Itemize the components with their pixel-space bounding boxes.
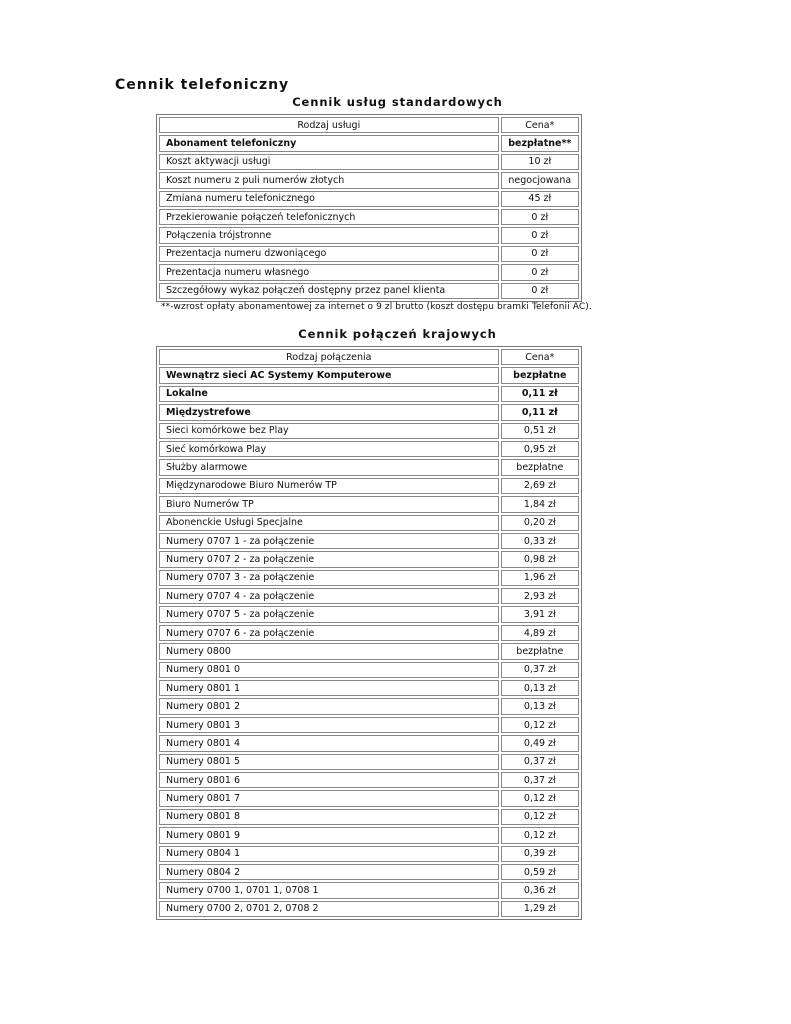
row-label: Zmiana numeru telefonicznego	[159, 191, 499, 207]
row-label: Numery 0804 2	[159, 864, 499, 880]
row-price: negocjowana	[501, 172, 579, 188]
table-row	[159, 515, 579, 531]
row-price: bezpłatne	[501, 459, 579, 475]
row-price: 0,11 zł	[501, 404, 579, 420]
row-price: 0 zł	[501, 246, 579, 262]
standard-services-title: Cennik usług standardowych	[292, 95, 503, 109]
row-price: 10 zł	[501, 154, 579, 170]
row-label: Prezentacja numeru własnego	[159, 264, 499, 280]
row-label: Numery 0801 8	[159, 809, 499, 825]
table-row	[159, 588, 579, 604]
table-row	[159, 191, 579, 207]
table-row	[159, 570, 579, 586]
table-row	[159, 625, 579, 641]
standard-services-table	[156, 114, 582, 302]
row-label: Wewnątrz sieci AC Systemy Komputerowe	[159, 367, 499, 383]
table-row	[159, 827, 579, 843]
row-label: Numery 0700 1, 0701 1, 0708 1	[159, 882, 499, 898]
row-price: 4,89 zł	[501, 625, 579, 641]
row-label: Abonament telefoniczny	[159, 135, 499, 151]
table-row	[159, 809, 579, 825]
table-header-row	[159, 349, 579, 365]
row-label: Numery 0800	[159, 643, 499, 659]
table-row	[159, 154, 579, 170]
row-price: bezpłatne	[501, 643, 579, 659]
row-price: 0 zł	[501, 264, 579, 280]
row-label: Służby alarmowe	[159, 459, 499, 475]
row-price: 0,36 zł	[501, 882, 579, 898]
table-row	[159, 386, 579, 402]
service-type-header: Rodzaj usługi	[159, 117, 499, 133]
table-row	[159, 901, 579, 917]
row-price: 0,12 zł	[501, 790, 579, 806]
table-row	[159, 441, 579, 457]
table-row	[159, 367, 579, 383]
table-row	[159, 717, 579, 733]
row-price: 0,13 zł	[501, 680, 579, 696]
table-row	[159, 735, 579, 751]
table-row	[159, 172, 579, 188]
table-header-row	[159, 117, 579, 133]
row-price: 2,93 zł	[501, 588, 579, 604]
table-row	[159, 496, 579, 512]
row-price: bezpłatne	[501, 367, 579, 383]
row-label: Numery 0801 0	[159, 662, 499, 678]
price-header: Cena*	[501, 117, 579, 133]
table-row	[159, 551, 579, 567]
row-price: 0,12 zł	[501, 717, 579, 733]
table-row	[159, 404, 579, 420]
row-price: 0,49 zł	[501, 735, 579, 751]
row-label: Numery 0801 5	[159, 754, 499, 770]
row-price: 45 zł	[501, 191, 579, 207]
row-price: 0 zł	[501, 227, 579, 243]
row-label: Numery 0707 4 - za połączenie	[159, 588, 499, 604]
row-price: 0,13 zł	[501, 698, 579, 714]
row-price: 1,29 zł	[501, 901, 579, 917]
row-price: 3,91 zł	[501, 606, 579, 622]
price-header: Cena*	[501, 349, 579, 365]
row-price: 0,20 zł	[501, 515, 579, 531]
domestic-calls-table	[156, 346, 582, 920]
table-row	[159, 246, 579, 262]
call-type-header: Rodzaj połączenia	[159, 349, 499, 365]
table-row	[159, 846, 579, 862]
row-label: Numery 0707 2 - za połączenie	[159, 551, 499, 567]
row-price: 0,95 zł	[501, 441, 579, 457]
row-label: Numery 0804 1	[159, 846, 499, 862]
row-price: 0,12 zł	[501, 809, 579, 825]
domestic-calls-title: Cennik połączeń krajowych	[298, 327, 497, 341]
row-label: Szczegółowy wykaz połączeń dostępny przez panel klienta	[159, 283, 499, 299]
row-label: Sieć komórkowa Play	[159, 441, 499, 457]
row-price: 0,11 zł	[501, 386, 579, 402]
table-row	[159, 643, 579, 659]
row-price: 0 zł	[501, 283, 579, 299]
row-price: 0,37 zł	[501, 662, 579, 678]
row-label: Numery 0801 6	[159, 772, 499, 788]
row-price: 0,37 zł	[501, 754, 579, 770]
table-row	[159, 882, 579, 898]
row-price: 0,98 zł	[501, 551, 579, 567]
row-label: Numery 0801 2	[159, 698, 499, 714]
table-row	[159, 135, 579, 151]
row-label: Lokalne	[159, 386, 499, 402]
row-label: Numery 0707 1 - za połączenie	[159, 533, 499, 549]
row-price: 0,37 zł	[501, 772, 579, 788]
row-label: Biuro Numerów TP	[159, 496, 499, 512]
table-row	[159, 680, 579, 696]
row-label: Numery 0707 3 - za połączenie	[159, 570, 499, 586]
row-price: 0,39 zł	[501, 846, 579, 862]
row-label: Prezentacja numeru dzwoniącego	[159, 246, 499, 262]
row-price: 2,69 zł	[501, 478, 579, 494]
table-row	[159, 478, 579, 494]
row-label: Numery 0700 2, 0701 2, 0708 2	[159, 901, 499, 917]
row-label: Numery 0707 6 - za połączenie	[159, 625, 499, 641]
row-price: 0,59 zł	[501, 864, 579, 880]
row-price: 0,12 zł	[501, 827, 579, 843]
row-label: Przekierowanie połączeń telefonicznych	[159, 209, 499, 225]
row-label: Numery 0801 7	[159, 790, 499, 806]
table-row	[159, 698, 579, 714]
table-row	[159, 459, 579, 475]
row-price: 1,84 zł	[501, 496, 579, 512]
row-label: Numery 0707 5 - za połączenie	[159, 606, 499, 622]
table-row	[159, 264, 579, 280]
row-label: Sieci komórkowe bez Play	[159, 423, 499, 439]
table-row	[159, 864, 579, 880]
row-label: Numery 0801 1	[159, 680, 499, 696]
table-row	[159, 533, 579, 549]
row-price: bezpłatne**	[501, 135, 579, 151]
row-label: Międzystrefowe	[159, 404, 499, 420]
row-label: Połączenia trójstronne	[159, 227, 499, 243]
domestic-calls-rows	[159, 367, 579, 917]
row-label: Numery 0801 4	[159, 735, 499, 751]
row-label: Numery 0801 9	[159, 827, 499, 843]
table-row	[159, 209, 579, 225]
page-title: Cennik telefoniczny	[115, 77, 290, 93]
table-row	[159, 662, 579, 678]
row-price: 0 zł	[501, 209, 579, 225]
row-label: Koszt numeru z puli numerów złotych	[159, 172, 499, 188]
footnote: **-wzrost opłaty abonamentowej za internet o 9 zl brutto (koszt dostępu bramki Telefonii AC).	[161, 302, 592, 312]
table-row	[159, 606, 579, 622]
table-row	[159, 283, 579, 299]
row-price: 0,51 zł	[501, 423, 579, 439]
row-label: Numery 0801 3	[159, 717, 499, 733]
table-row	[159, 790, 579, 806]
row-price: 0,33 zł	[501, 533, 579, 549]
table-row	[159, 227, 579, 243]
table-row	[159, 754, 579, 770]
row-label: Abonenckie Usługi Specjalne	[159, 515, 499, 531]
row-price: 1,96 zł	[501, 570, 579, 586]
standard-services-rows	[159, 135, 579, 299]
table-row	[159, 772, 579, 788]
row-label: Międzynarodowe Biuro Numerów TP	[159, 478, 499, 494]
table-row	[159, 423, 579, 439]
row-label: Koszt aktywacji usługi	[159, 154, 499, 170]
